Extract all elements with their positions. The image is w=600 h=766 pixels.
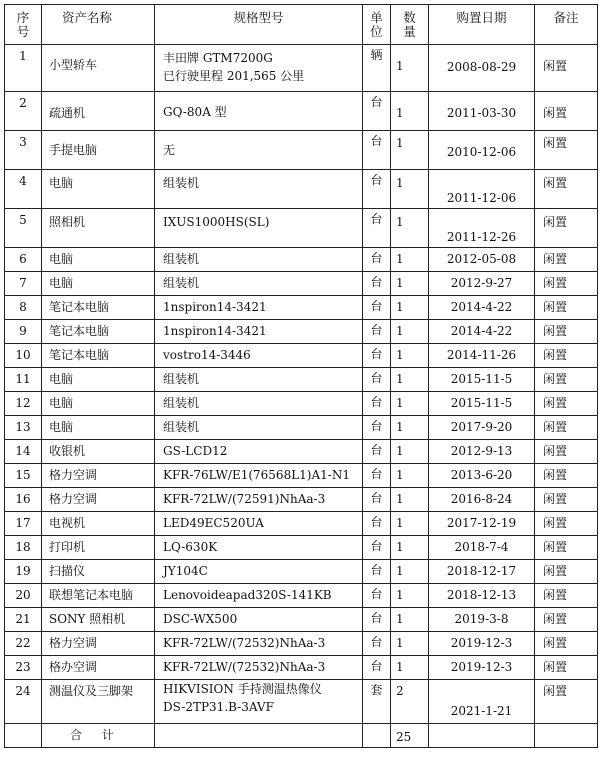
cell-date: 2014-4-22 <box>429 320 535 344</box>
cell-date: 2014-11-26 <box>429 344 535 368</box>
table-row <box>5 416 598 440</box>
cell-spec: LED49EC520UA <box>155 512 363 536</box>
cell-date: 2017-12-19 <box>429 512 535 536</box>
cell-no: 21 <box>5 608 42 632</box>
cell-no: 10 <box>5 344 42 368</box>
cell-spec: KFR-72LW/(72591)NhAa-3 <box>155 488 363 512</box>
cell-spec: GQ-80A 型 <box>155 92 363 131</box>
table-row <box>5 92 598 131</box>
cell-qty: 1 <box>391 536 429 560</box>
cell-spec: IXUS1000HS(SL) <box>155 209 363 248</box>
cell-note: 闲置 <box>535 92 598 131</box>
cell-date: 2011-12-26 <box>429 209 535 248</box>
cell-name: 笔记本电脑 <box>42 296 155 320</box>
cell-name: 笔记本电脑 <box>42 320 155 344</box>
cell-qty: 1 <box>391 392 429 416</box>
table-row <box>5 209 598 248</box>
cell-no: 6 <box>5 248 42 272</box>
cell-no: 14 <box>5 440 42 464</box>
cell-qty: 1 <box>391 272 429 296</box>
header-row <box>5 5 598 45</box>
header-spec: 规格型号 <box>155 5 363 45</box>
cell-unit: 台 <box>363 536 391 560</box>
cell-note: 闲置 <box>535 272 598 296</box>
cell-no: 2 <box>5 92 42 131</box>
total-row <box>5 724 598 748</box>
cell-note: 闲置 <box>535 170 598 209</box>
cell-unit: 台 <box>363 584 391 608</box>
cell-unit: 台 <box>363 560 391 584</box>
cell-spec: DSC-WX500 <box>155 608 363 632</box>
cell-qty: 1 <box>391 170 429 209</box>
cell-date: 2013-6-20 <box>429 464 535 488</box>
cell-qty: 1 <box>391 248 429 272</box>
cell-name: 电脑 <box>42 272 155 296</box>
cell-qty: 1 <box>391 560 429 584</box>
cell-spec: 组装机 <box>155 368 363 392</box>
table-row <box>5 296 598 320</box>
cell-name: 格力空调 <box>42 488 155 512</box>
cell-no: 8 <box>5 296 42 320</box>
cell-unit: 台 <box>363 209 391 248</box>
cell-name: 测温仪及三脚架 <box>42 680 155 724</box>
total-spec <box>155 724 363 748</box>
cell-no: 1 <box>5 45 42 92</box>
cell-qty: 1 <box>391 512 429 536</box>
cell-date: 2018-7-4 <box>429 536 535 560</box>
table-row <box>5 608 598 632</box>
cell-qty: 1 <box>391 608 429 632</box>
cell-spec: 组装机 <box>155 416 363 440</box>
cell-qty: 1 <box>391 320 429 344</box>
cell-unit: 台 <box>363 368 391 392</box>
cell-spec: KFR-72LW/(72532)NhAa-3 <box>155 632 363 656</box>
cell-note: 闲置 <box>535 608 598 632</box>
cell-no: 15 <box>5 464 42 488</box>
cell-no: 16 <box>5 488 42 512</box>
cell-note: 闲置 <box>535 680 598 724</box>
cell-no: 4 <box>5 170 42 209</box>
cell-qty: 1 <box>391 440 429 464</box>
cell-name: 手提电脑 <box>42 131 155 170</box>
cell-qty: 1 <box>391 656 429 680</box>
cell-date: 2019-12-3 <box>429 656 535 680</box>
cell-spec: vostro14-3446 <box>155 344 363 368</box>
cell-qty: 2 <box>391 680 429 724</box>
cell-date: 2016-8-24 <box>429 488 535 512</box>
header-unit: 单 位 <box>363 5 391 45</box>
cell-unit: 台 <box>363 512 391 536</box>
cell-name: 格力空调 <box>42 464 155 488</box>
cell-name: 收银机 <box>42 440 155 464</box>
table-row <box>5 45 598 92</box>
asset-table <box>4 4 598 748</box>
table-row <box>5 170 598 209</box>
cell-no: 3 <box>5 131 42 170</box>
cell-unit: 台 <box>363 296 391 320</box>
header-date: 购置日期 <box>429 5 535 45</box>
cell-note: 闲置 <box>535 560 598 584</box>
cell-date: 2015-11-5 <box>429 368 535 392</box>
header-no: 序 号 <box>5 5 42 45</box>
cell-name: 格力空调 <box>42 632 155 656</box>
cell-note: 闲置 <box>535 131 598 170</box>
header-qty: 数 量 <box>391 5 429 45</box>
cell-qty: 1 <box>391 344 429 368</box>
cell-date: 2019-12-3 <box>429 632 535 656</box>
table-row <box>5 320 598 344</box>
header-name: 资产名称 <box>42 5 155 45</box>
cell-unit: 台 <box>363 416 391 440</box>
cell-name: 电脑 <box>42 248 155 272</box>
cell-spec: 1nspiron14-3421 <box>155 320 363 344</box>
cell-name: 电脑 <box>42 392 155 416</box>
cell-date: 2019-3-8 <box>429 608 535 632</box>
cell-qty: 1 <box>391 209 429 248</box>
cell-spec <box>155 680 363 724</box>
cell-note: 闲置 <box>535 344 598 368</box>
cell-unit: 台 <box>363 608 391 632</box>
cell-name: 电脑 <box>42 368 155 392</box>
table-row <box>5 464 598 488</box>
cell-no: 20 <box>5 584 42 608</box>
cell-unit: 台 <box>363 440 391 464</box>
cell-date: 2008-08-29 <box>429 45 535 92</box>
table-row <box>5 536 598 560</box>
cell-unit: 台 <box>363 632 391 656</box>
table-row <box>5 131 598 170</box>
cell-note: 闲置 <box>535 368 598 392</box>
cell-note: 闲置 <box>535 656 598 680</box>
cell-no: 13 <box>5 416 42 440</box>
table-row <box>5 368 598 392</box>
cell-spec: LQ-630K <box>155 536 363 560</box>
cell-date: 2017-9-20 <box>429 416 535 440</box>
total-label: 合 计 <box>70 728 122 742</box>
cell-spec: JY104C <box>155 560 363 584</box>
cell-qty: 1 <box>391 416 429 440</box>
total-date <box>429 724 535 748</box>
cell-date: 2018-12-17 <box>429 560 535 584</box>
table-row <box>5 512 598 536</box>
total-note <box>535 724 598 748</box>
table-row <box>5 248 598 272</box>
cell-note: 闲置 <box>535 632 598 656</box>
cell-spec: 1nspiron14-3421 <box>155 296 363 320</box>
cell-qty: 1 <box>391 131 429 170</box>
cell-unit: 台 <box>363 656 391 680</box>
cell-qty: 1 <box>391 368 429 392</box>
cell-date: 2018-12-13 <box>429 584 535 608</box>
cell-unit: 台 <box>363 170 391 209</box>
cell-note: 闲置 <box>535 45 598 92</box>
cell-date: 2021-1-21 <box>429 680 535 724</box>
cell-spec: GS-LCD12 <box>155 440 363 464</box>
cell-unit: 台 <box>363 488 391 512</box>
cell-unit: 台 <box>363 344 391 368</box>
cell-spec: 无 <box>155 131 363 170</box>
spec-line-1: HIKVISION 手持测温热像仪 <box>163 682 322 696</box>
cell-qty: 1 <box>391 92 429 131</box>
cell-spec: 组装机 <box>155 170 363 209</box>
table-row <box>5 272 598 296</box>
cell-note: 闲置 <box>535 440 598 464</box>
cell-note: 闲置 <box>535 536 598 560</box>
spec-line-2: DS-2TP31.B-3AVF <box>163 700 274 714</box>
cell-date: 2012-9-27 <box>429 272 535 296</box>
cell-no: 18 <box>5 536 42 560</box>
cell-name: 联想笔记本电脑 <box>42 584 155 608</box>
cell-name: 格办空调 <box>42 656 155 680</box>
cell-name: 电脑 <box>42 170 155 209</box>
cell-name: 打印机 <box>42 536 155 560</box>
cell-note: 闲置 <box>535 488 598 512</box>
table-row <box>5 344 598 368</box>
cell-unit: 台 <box>363 131 391 170</box>
table-row <box>5 656 598 680</box>
cell-note: 闲置 <box>535 416 598 440</box>
cell-spec: 组装机 <box>155 392 363 416</box>
cell-qty: 1 <box>391 464 429 488</box>
total-label-cell <box>42 724 155 748</box>
cell-date: 2012-9-13 <box>429 440 535 464</box>
cell-name: 电脑 <box>42 416 155 440</box>
table-row <box>5 488 598 512</box>
cell-no: 9 <box>5 320 42 344</box>
cell-date: 2011-12-06 <box>429 170 535 209</box>
table-row <box>5 392 598 416</box>
cell-note: 闲置 <box>535 320 598 344</box>
cell-qty: 1 <box>391 296 429 320</box>
cell-date: 2014-4-22 <box>429 296 535 320</box>
cell-spec: KFR-76LW/E1(76568L1)A1-N1 <box>155 464 363 488</box>
cell-unit: 台 <box>363 248 391 272</box>
cell-no: 5 <box>5 209 42 248</box>
cell-date: 2010-12-06 <box>429 131 535 170</box>
cell-note: 闲置 <box>535 464 598 488</box>
cell-date: 2012-05-08 <box>429 248 535 272</box>
cell-unit: 台 <box>363 272 391 296</box>
total-qty: 25 <box>391 724 429 748</box>
cell-spec: KFR-72LW/(72532)NhAa-3 <box>155 656 363 680</box>
cell-note: 闲置 <box>535 296 598 320</box>
cell-name: SONY 照相机 <box>42 608 155 632</box>
header-note: 备注 <box>535 5 598 45</box>
cell-spec: 丰田牌 GTM7200G 已行驶里程 201,565 公里 <box>155 45 363 92</box>
cell-spec: Lenovoideapad320S-141KB <box>155 584 363 608</box>
table-row <box>5 560 598 584</box>
cell-name: 小型轿车 <box>42 45 155 92</box>
table-row <box>5 632 598 656</box>
cell-note: 闲置 <box>535 512 598 536</box>
cell-no: 7 <box>5 272 42 296</box>
cell-qty: 1 <box>391 584 429 608</box>
table-row <box>5 440 598 464</box>
cell-unit: 台 <box>363 320 391 344</box>
cell-note: 闲置 <box>535 209 598 248</box>
cell-no: 19 <box>5 560 42 584</box>
cell-name: 疏通机 <box>42 92 155 131</box>
cell-name: 照相机 <box>42 209 155 248</box>
cell-qty: 1 <box>391 45 429 92</box>
cell-unit: 台 <box>363 464 391 488</box>
total-no <box>5 724 42 748</box>
cell-no: 11 <box>5 368 42 392</box>
cell-name: 笔记本电脑 <box>42 344 155 368</box>
cell-no: 23 <box>5 656 42 680</box>
table-row <box>5 584 598 608</box>
cell-note: 闲置 <box>535 392 598 416</box>
cell-date: 2015-11-5 <box>429 392 535 416</box>
cell-date: 2011-03-30 <box>429 92 535 131</box>
cell-no: 17 <box>5 512 42 536</box>
cell-note: 闲置 <box>535 248 598 272</box>
cell-spec: 组装机 <box>155 272 363 296</box>
cell-note: 闲置 <box>535 584 598 608</box>
total-unit <box>363 724 391 748</box>
cell-name: 电视机 <box>42 512 155 536</box>
cell-no: 24 <box>5 680 42 724</box>
cell-unit: 台 <box>363 92 391 131</box>
cell-qty: 1 <box>391 632 429 656</box>
cell-unit: 套 <box>363 680 391 724</box>
cell-name: 扫描仪 <box>42 560 155 584</box>
cell-unit: 台 <box>363 392 391 416</box>
cell-no: 12 <box>5 392 42 416</box>
cell-no: 22 <box>5 632 42 656</box>
table-row <box>5 680 598 724</box>
cell-spec: 组装机 <box>155 248 363 272</box>
cell-unit: 辆 <box>363 45 391 92</box>
cell-qty: 1 <box>391 488 429 512</box>
